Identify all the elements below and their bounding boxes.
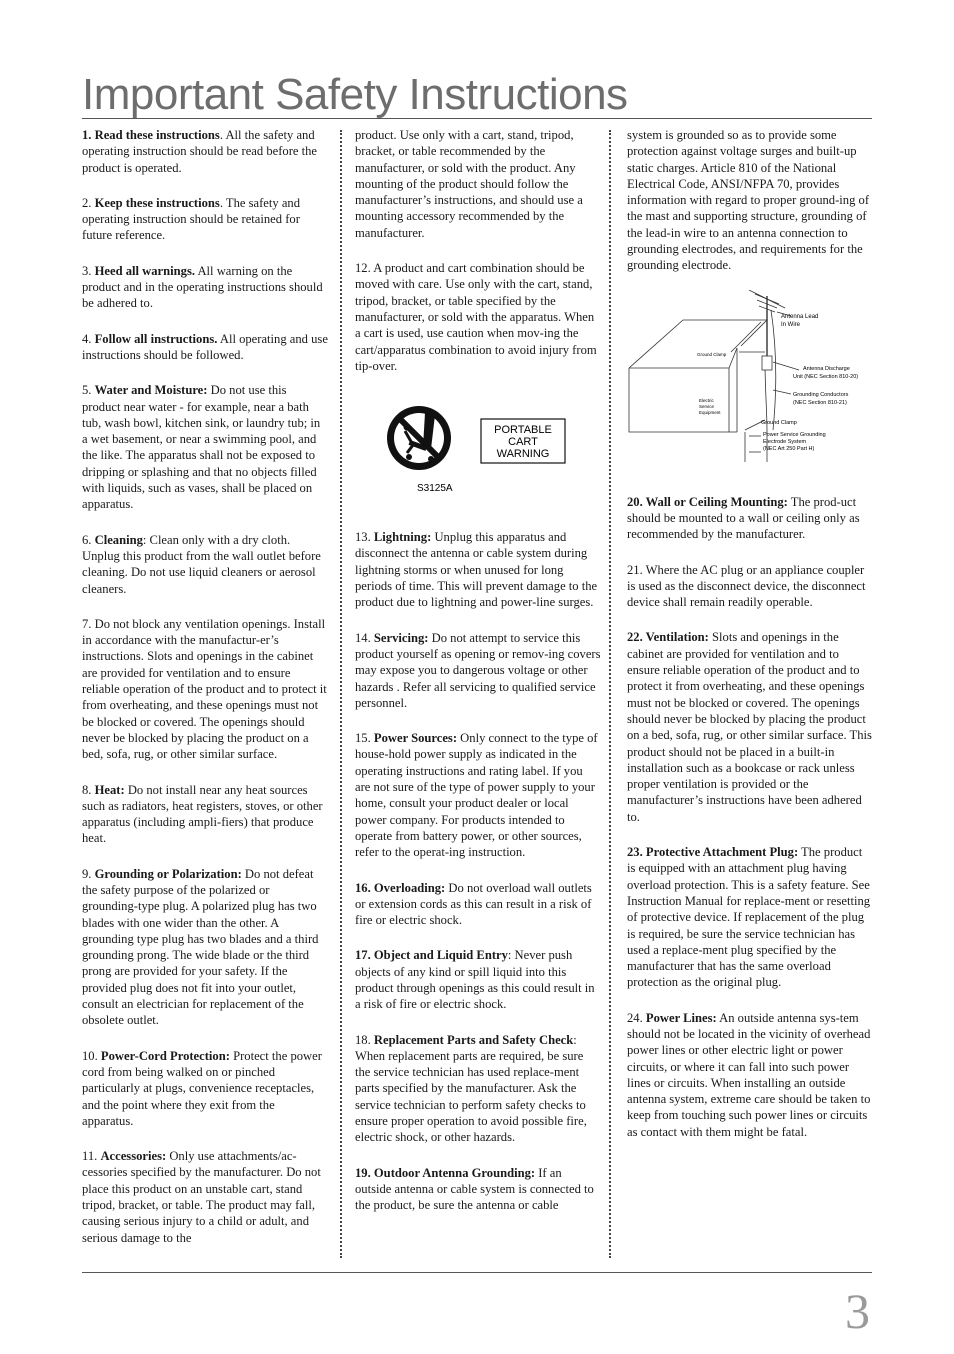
column-2: [355, 127, 601, 1214]
instruction-9: 9. Grounding or Polarization: Do not defeat the safety purpose of the polarized or grounding-type plug. A polarized plug has two blades with one wider than the other. A grounding type plug has two blades and a third grounding prong. The wide blade or the third prong are provided for your safety. If the provided plug does not fit into your outlet, consult an electrician for replacement of the obsolete outlet.: [82, 866, 319, 1028]
instruction-8: 8. Heat: Do not install near any heat sources such as radiators, heat registers, stoves, or other apparatus (including ampli-fiers) that produce heat.: [82, 782, 323, 846]
instruction-13: 13. Lightning: Unplug this apparatus and disconnect the antenna or cable system during lightning storms or when unused for long periods of time. This will prevent damage to the product due to lightning and power-line surges.: [355, 530, 598, 610]
cart-warning-line-3: WARNING: [496, 448, 550, 461]
label-discharge-unit: Antenna Discharge: [803, 365, 850, 372]
instruction-14: 14. Servicing: Do not attempt to service this product yourself as opening or remov-ing covers may expose you to dangerous voltage or other hazards . Refer all servicing to qualified service personnel.: [355, 630, 601, 710]
portable-cart-warning-symbol: [385, 393, 575, 503]
antenna-grounding-diagram: [627, 290, 873, 468]
instruction-21: 21. Where the AC plug or an appliance coupler is used as the disconnect device, the disconnect device shall remain readily operable.: [627, 562, 866, 610]
label-electrode-nec: (NEC Art 250 Part H): [763, 445, 815, 452]
page-title: Important Safety Instructions: [82, 70, 628, 119]
label-electrode-system: Electrode System: [763, 438, 807, 445]
label-equipment: Equipment: [699, 409, 721, 415]
instruction-7: 7. Do not block any ventilation openings. Install in accordance with the manufactur-er’s instructions. Slots and openings in the cabinet are provided for ventilation and to ensure reliable operation of the product and to protect it from overheating, and these openings must not be blocked or covered. The openings should never be blocked by placing the product on a bed, sofa, rug, or other similar surface.: [82, 616, 327, 762]
instruction-12: 12. A product and cart combination should be moved with care. Use only with the cart, stand, tripod, bracket, or table specified by the manufacturer, or sold with the apparatus. When a cart is used, use caution when mov-ing the cart/apparatus combination to avoid injury from tip-over.: [355, 261, 597, 373]
label-ground-clamp-bottom: Ground Clamp: [761, 419, 797, 426]
instruction-19: 19. Outdoor Antenna Grounding: If an outside antenna or cable system is connected to the product, be sure the antenna or cable: [355, 1165, 594, 1213]
page-number: 3: [845, 1283, 870, 1339]
instruction-11-part-1: Only use attachments/ac-cessories specified by the manufacturer. Do not place this product on an unstable cart, stand tripod, bracket, or table. The product may fall, causing serious injury to: [82, 1149, 321, 1229]
instruction-20: 20. Wall or Ceiling Mounting: The prod-uct should be mounted to a wall or ceiling only as recommended by the manufacturer.: [627, 494, 860, 542]
instruction-2: 2. Keep these instructions. The safety and operating instruction should be retained for future reference.: [82, 195, 301, 243]
cart-warning-line-1: PORTABLE: [494, 424, 552, 437]
column-3: [627, 127, 873, 1159]
label-grounding-conductors: Grounding Conductors: [793, 391, 849, 398]
label-ground-clamp-top: Ground Clamp: [697, 351, 727, 357]
instruction-6: 6. Cleaning: Clean only with a dry cloth. Unplug this product from the wall outlet before cleaning. Do not use liquid cleaners or aerosol cleaners.: [82, 532, 321, 596]
column-divider: [609, 130, 611, 1258]
column-1: [82, 127, 328, 1246]
instruction-15: 15. Power Sources: Only connect to the type of house-hold power supply as indicated in the operating instructions and rating label. If you are not sure of the type of power supply to your home, consult your product dealer or local power company. For products intended to operate from battery power, or other sources, refer to the operat-ing instruction.: [355, 731, 598, 860]
instruction-16: 16. Overloading: Do not overload wall outlets or extension cords as this can result in a risk of fire or electric shock.: [355, 880, 592, 928]
instruction-1: 1. Read these instructions. All the safety and operating instruction should be read before the product is operated.: [82, 128, 318, 175]
instruction-18: 18. Replacement Parts and Safety Check: When replacement parts are required, be sure the service technician has used replace-ment parts specified by the manufacturer. Ask the service technician to perform safety checks to ensure proper operation to avoid possible fire, electric shock, or other hazards.: [355, 1032, 587, 1145]
title-rule: [82, 118, 872, 119]
label-electric: Electric: [699, 397, 714, 403]
cart-warning-code: S3125A: [417, 483, 453, 495]
footer-rule: [82, 1272, 872, 1273]
label-discharge-nec: Unit (NEC Section 810-20): [793, 373, 859, 380]
label-power-service-grounding: Power Service Grounding: [763, 431, 826, 438]
instruction-10: 10. Power-Cord Protection: Protect the power cord from being walked on or pinched particularly at plugs, convenience receptacles, and the point where they exit from the apparatus.: [82, 1048, 322, 1128]
column-divider: [340, 130, 342, 1258]
discharge-unit: [762, 356, 772, 370]
cart-warning-line-2: CART: [508, 436, 538, 449]
instruction-24: 24. Power Lines: An outside antenna sys-tem should not be located in the vicinity of overhead power lines or other electric light or power circuits, or where it can fall into such power lines or circuits. When installing an outside antenna system, extreme care should be taken to keep from touching such power lines or circuits as contact with them might be fatal.: [627, 1010, 871, 1139]
label-in-wire: In Wire: [781, 321, 801, 328]
instruction-17: 17. Object and Liquid Entry: Never push objects of any kind or spill liquid into this product through openings as this could result in a risk of fire or electric shock.: [355, 948, 595, 1012]
instruction-11: 11. Accessories: Only use attachments/ac-cessories specified by the manufacturer. Do not place this product on an unstable cart, stand tripod, bracket, or table. The product may fall, causing serious injury to a child or adult, and serious damage to the: [82, 1149, 321, 1245]
instruction-22: 22. Ventilation: Slots and openings in the cabinet are provided for ventilation and to ensure reliable operation of the product and to protect it from overheating, and these openings must not be blocked or covered. The openings should never be blocked by placing the product on a bed, sofa, rug, or other similar surface. This product should not be placed in a built-in installation such as a bookcase or rack unless proper ventilation is provided or the manufacturer’s instructions have been adhered to.: [627, 630, 872, 824]
instruction-3: 3. Heed all warnings. All warning on the product and in the operating instructions should be adhered to.: [82, 263, 323, 311]
label-conductors-nec: (NEC Section 810-21): [793, 399, 847, 406]
label-service: Service: [699, 403, 715, 409]
label-antenna-lead: Antenna Lead: [781, 313, 819, 320]
instruction-23: 23. Protective Attachment Plug: The product is equipped with an attachment plug having overload protection. This is a safety feature. See Instruction Manual for replace-ment or resetting of protective device. If replacement of the plug is required, be sure the service technician has used a replace-ment plug specified by the manufacturer that has the same overload protection as the original plug.: [627, 845, 871, 990]
instruction-19-continued: system is grounded so as to provide some protection against voltage surges and built-up static charges. Article 810 of the National Electrical Code, ANSI/NFPA 70, provides information with regard to proper ground-ing of the mast and supporting structure, grounding of the lead-in wire to an antenna connection to grounding electrodes, and requirements for the grounding electrode.: [627, 128, 870, 273]
instruction-4: 4. Follow all instructions. All operating and use instructions should be followed.: [82, 331, 328, 362]
instruction-11-continued: product. Use only with a cart, stand, tripod, bracket, or table recommended by the manufacturer, or sold with the product. Any mounting of the product should follow the manufacturer’s instructions, and should use a mounting accessory recommended by the manufacturer.: [355, 128, 583, 240]
instruction-5: 5. Water and Moisture: Do not use this product near water - for example, near a bath tub, wash bowl, kitchen sink, or laundry tub; in a wet basement, or near a swimming pool, and the like. The apparatus shall not be exposed to dripping or splashing and that no objects filled with liquids, such as vases, shall be placed on apparatus.: [82, 383, 321, 512]
